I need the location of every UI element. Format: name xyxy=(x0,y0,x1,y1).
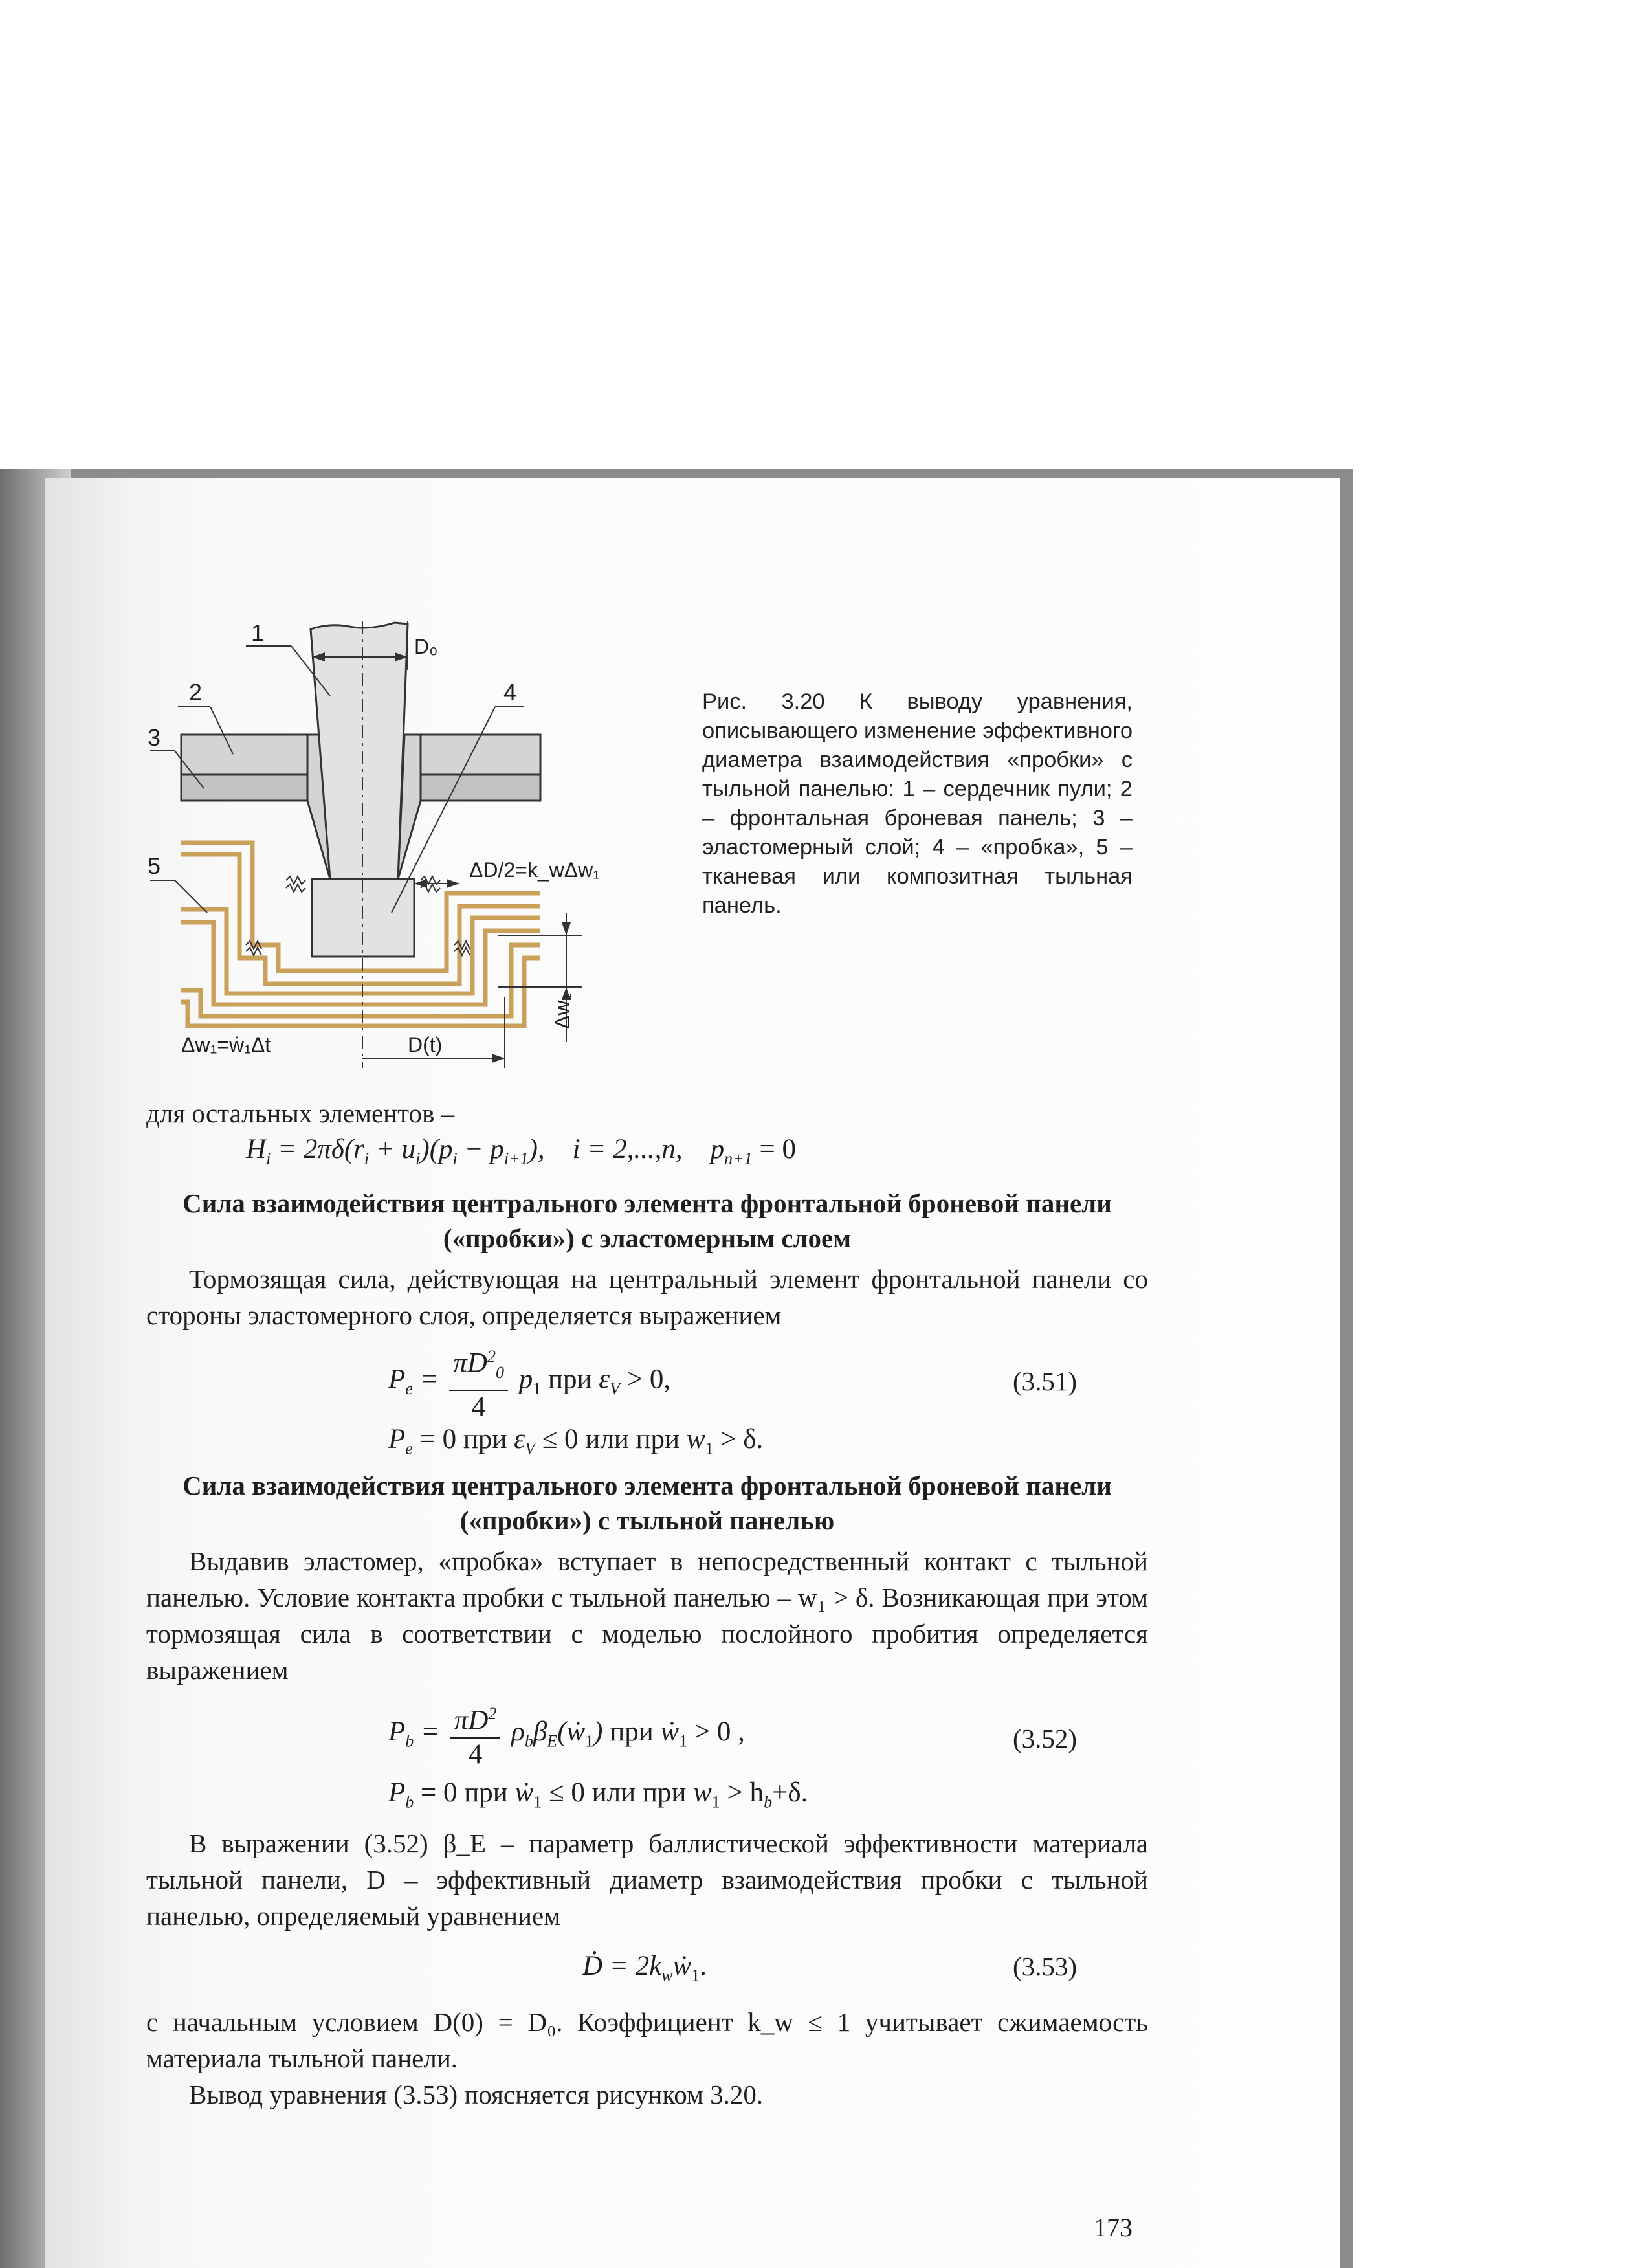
equation-3-51-line2: $P_e = 0$ при $\varepsilon_V \le 0$ или при $w_1 > \delta$. xyxy=(388,1424,764,1458)
equation-3-51: $P_e$ = $\frac{\pi D^2_0}{4}$ $p_1$ при $\varepsilon_V > 0$, (3.51) xyxy=(388,1340,1148,1423)
label-d0: D₀ xyxy=(414,635,438,658)
label-5: 5 xyxy=(148,852,161,879)
intro-text: для остальных элементов – xyxy=(146,1098,455,1128)
elastomer-layer-right xyxy=(421,775,540,801)
page-number: 173 xyxy=(1094,2213,1133,2242)
paragraph-1: Тормозящая сила, действующая на центральный элемент фронтальной панели со стороны эластомерного слоя, определяется выражением xyxy=(146,1264,1148,1330)
label-dw-left: Δw₁=ẇ₁Δt xyxy=(181,1033,271,1056)
paragraph-3: В выражении (3.52) β_E – параметр баллистической эффективности материала тыльной панели, D – эффективный диаметр взаимодействия пробки с тыльной панелью, определяемый уравнением xyxy=(146,1829,1148,1931)
equation-3-53: Ḋ = $2k_wẇ_1$. (3.53) xyxy=(582,1948,1148,1994)
paragraph-5: Вывод уравнения (3.53) поясняется рисунком 3.20. xyxy=(189,2080,764,2109)
eq-number-3-52: (3.52) xyxy=(1012,1724,1077,1753)
label-dd: ΔD/2=k_wΔw₁ xyxy=(469,858,601,882)
paragraph-4: с начальным условием D(0) = D₀. Коэффициент k_w ≤ 1 учитывает сжимаемость материала тыльной панели. xyxy=(146,2007,1148,2073)
equation-3-52-line2: $P_b = 0$ при ẇ$_1$ ≤ 0 или при $w_1 > h_b+\delta$. xyxy=(388,1777,808,1812)
arrow-head xyxy=(562,922,571,935)
label-4: 4 xyxy=(503,679,517,706)
paragraph-2: Выдавив эластомер, «пробка» вступает в непосредственный контакт с тыльной панелью. Условие контакта пробки с тыльной панелью – w₁ > δ. Возникающая при этом тормозящая сила в соответствии с моделью послойного пробития определяется выражением xyxy=(146,1546,1148,1685)
eq-number-3-51: (3.51) xyxy=(1012,1366,1077,1396)
label-1: 1 xyxy=(251,619,265,646)
arrow-head xyxy=(492,1054,505,1063)
front-panel-right xyxy=(421,735,540,775)
label-dw-right: Δw₁ xyxy=(551,993,574,1029)
label-dt: D(t) xyxy=(408,1033,443,1056)
figure-caption: Рис. 3.20 К выводу уравнения, описывающего изменение эффективного диаметра взаимодействия «пробки» с тыльной панелью: 1 – сердечник пули; 2 – фронтальная броневая панель; 3 – эластомерный слой; 4 – «пробка», 5 – тканевая или композитная тыльная панель. xyxy=(702,689,1133,918)
elastomer-layer-left xyxy=(181,775,307,801)
eq-number-3-53: (3.53) xyxy=(1012,1951,1077,1981)
arrow-head xyxy=(414,879,427,888)
heading-back-panel: Сила взаимодействия центрального элемента фронтальной броневой панели («пробки») с тыльной панелью xyxy=(182,1471,1112,1535)
heading-elastomer: Сила взаимодействия центрального элемента фронтальной броневой панели («пробки») с эластомерным слоем xyxy=(182,1188,1112,1253)
arrow-head xyxy=(447,879,459,888)
equation-3-52: $P_b$ = $\frac{\pi D^2}{4}$ $\rho_b\beta_E(ẇ_1)$ при ẇ$_1$ > 0 , (3.52) xyxy=(388,1697,1148,1771)
figure-3-20 xyxy=(136,608,680,1074)
equation-h: $H_i = 2\pi\delta(r_i + u_i)(p_i - p_{i+1})$, i = 2,...,n, $p_{n+1} = 0$ xyxy=(246,1134,796,1168)
label-3: 3 xyxy=(148,724,161,751)
label-2: 2 xyxy=(189,679,203,706)
front-panel-left xyxy=(181,735,307,775)
figure-diagram xyxy=(136,608,680,1074)
